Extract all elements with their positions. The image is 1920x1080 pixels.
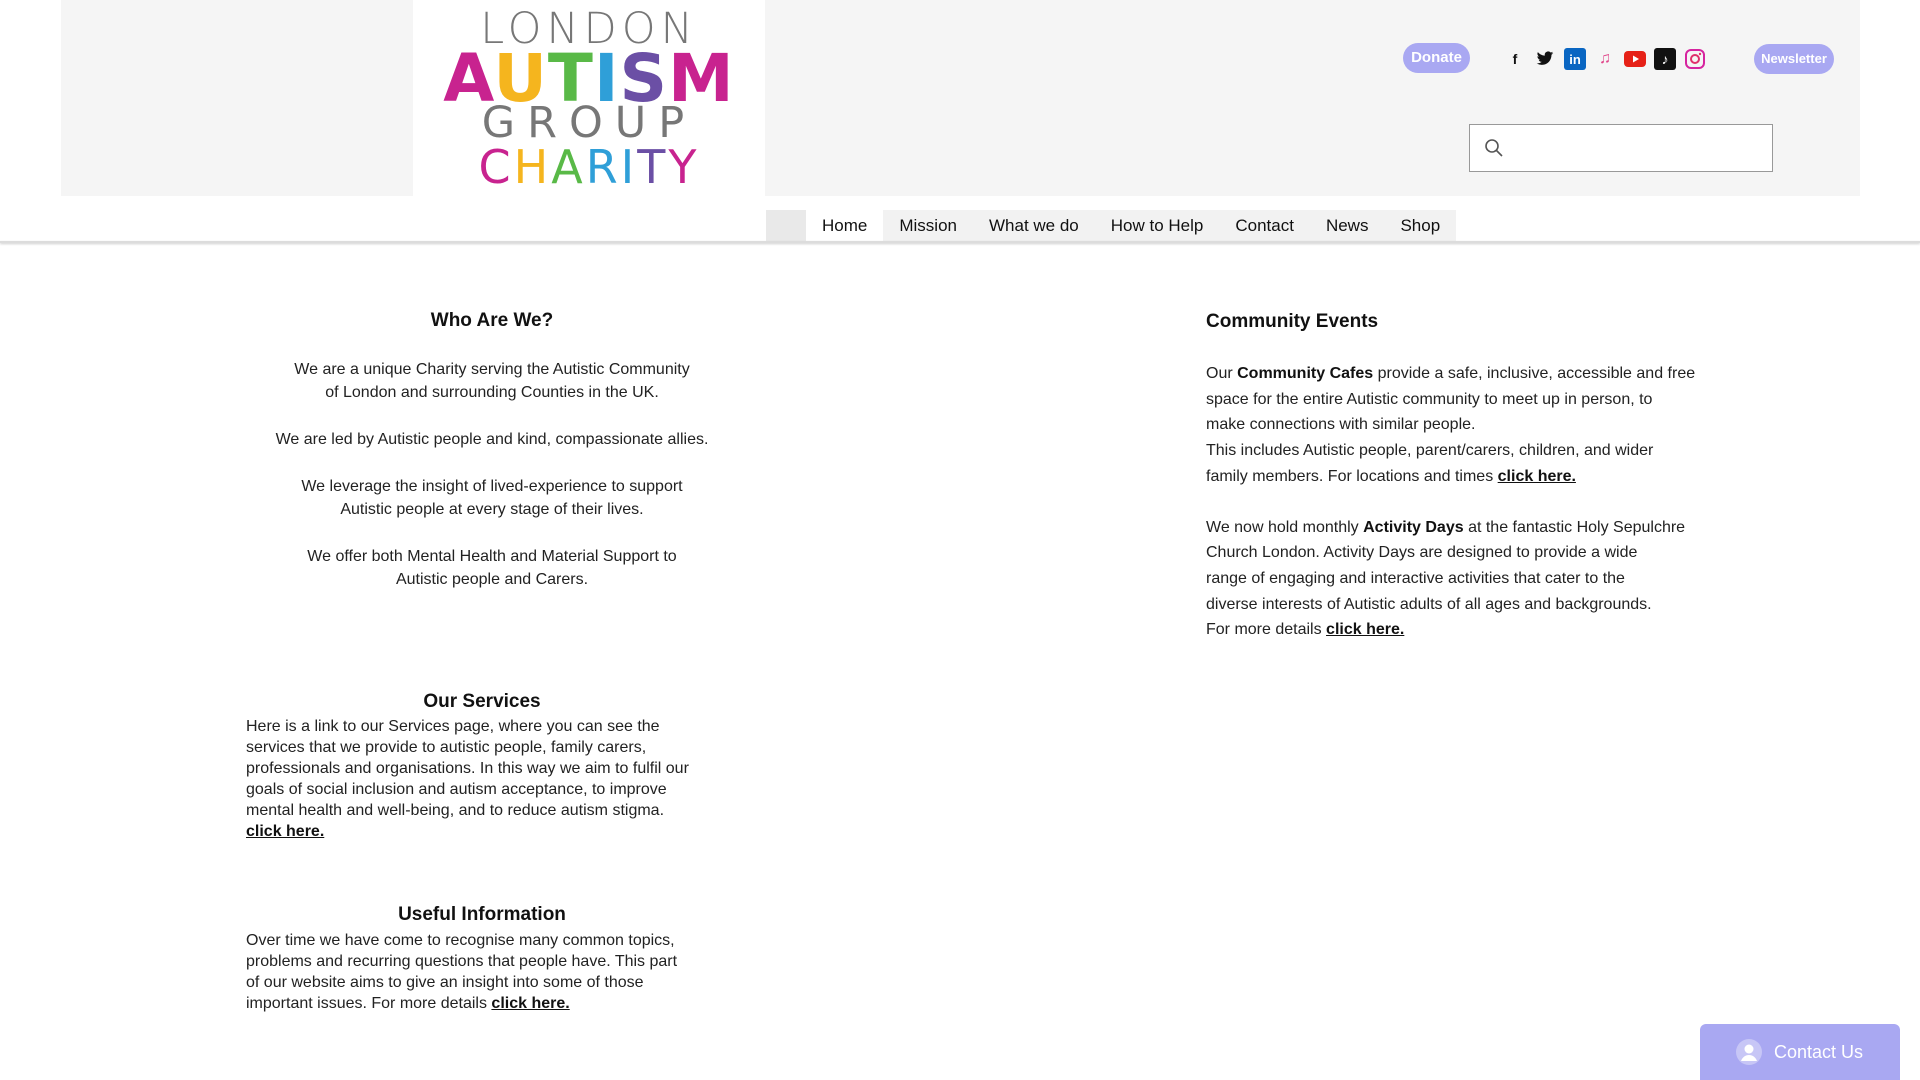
- who-body: [232, 358, 752, 591]
- nav-item-shop[interactable]: Shop: [1384, 210, 1456, 242]
- events-body: [1206, 361, 1726, 643]
- useful-title: Useful Information: [398, 904, 566, 925]
- who-p3b: Autistic people at every stage of their lives.: [340, 501, 644, 518]
- nav-divider: [0, 241, 1920, 243]
- logo-line-autism: AUTISM: [443, 40, 735, 117]
- contact-us-label: Contact Us: [1774, 1041, 1864, 1062]
- facebook-icon[interactable]: f: [1512, 51, 1518, 67]
- who-p4b: Autistic people and Carers.: [395, 571, 589, 588]
- useful-l2: problems and recurring questions that people have. This part: [246, 953, 678, 970]
- search-icon: [1484, 138, 1504, 163]
- logo-line-group: GROUP: [481, 98, 697, 148]
- events-title: Community Events: [1206, 311, 1379, 332]
- services-l2: services that we provide to autistic people, family carers,: [246, 739, 647, 756]
- nav-item-what-we-do[interactable]: What we do: [973, 210, 1095, 242]
- useful-l4: important issues. For more details: [246, 995, 492, 1012]
- linkedin-icon[interactable]: in: [1564, 48, 1586, 70]
- events-a2: Church London. Activity Days are designed to provide a wide: [1206, 544, 1638, 562]
- useful-l3: of our website aims to give an insight into some of those: [246, 974, 644, 991]
- instagram-icon[interactable]: [1684, 48, 1706, 70]
- nav-item-how-to-help[interactable]: How to Help: [1095, 210, 1220, 242]
- search-input[interactable]: [1514, 133, 1768, 165]
- services-l1: Here is a link to our Services page, where you can see the: [246, 718, 660, 735]
- events-a1-post: at the fantastic Holy Sepulchre: [1463, 518, 1686, 536]
- cafes-link[interactable]: click here.: [1497, 467, 1576, 485]
- events-c2: space for the entire Autistic community to meet up in person, to: [1206, 390, 1653, 408]
- user-avatar-icon: [1736, 1039, 1762, 1065]
- events-a1-pre: We now hold monthly: [1206, 518, 1364, 536]
- contact-us-widget[interactable]: [1700, 1024, 1900, 1080]
- nav-spacer: [766, 210, 806, 242]
- who-p2: We are led by Autistic people and kind, compassionate allies.: [275, 431, 709, 448]
- logo-line-charity: CHARITY: [478, 140, 700, 194]
- nav-item-mission[interactable]: Mission: [883, 210, 973, 242]
- apple-music-icon[interactable]: ♫: [1599, 50, 1611, 67]
- events-a3: range of engaging and interactive activities that cater to the: [1206, 569, 1625, 587]
- services-title: Our Services: [423, 691, 541, 712]
- logo-line-london: LONDON: [480, 4, 698, 54]
- social-links: [1504, 48, 1706, 70]
- site-logo[interactable]: [413, 0, 765, 196]
- nav-item-news[interactable]: News: [1310, 210, 1385, 242]
- useful-body: [246, 930, 746, 1014]
- events-c1-post: provide a safe, inclusive, accessible and free: [1373, 365, 1696, 382]
- who-p3a: We leverage the insight of lived-experience to support: [301, 478, 683, 495]
- newsletter-button[interactable]: Newsletter: [1754, 44, 1834, 74]
- useful-link[interactable]: click here.: [491, 995, 570, 1012]
- activity-days-label: Activity Days: [1363, 518, 1464, 536]
- who-p4a: We offer both Mental Health and Material Support to: [307, 548, 677, 565]
- who-p1b: of London and surrounding Counties in the UK.: [325, 384, 659, 401]
- youtube-icon[interactable]: [1624, 48, 1646, 70]
- services-link[interactable]: click here.: [246, 823, 325, 840]
- who-title: Who Are We?: [430, 310, 554, 331]
- useful-l1: Over time we have come to recognise many common topics,: [246, 932, 675, 949]
- twitter-icon[interactable]: [1534, 48, 1556, 70]
- events-a4: diverse interests of Autistic adults of all ages and backgrounds.: [1206, 595, 1652, 613]
- events-c4: This includes Autistic people, parent/carers, children, and wider: [1206, 442, 1654, 460]
- nav-item-home[interactable]: Home: [806, 210, 883, 242]
- tiktok-icon[interactable]: ♪: [1654, 48, 1676, 70]
- header-left-panel: [61, 0, 413, 196]
- services-l5: mental health and well-being, and to reduce autism stigma.: [246, 802, 665, 819]
- events-c1-pre: Our: [1206, 365, 1238, 382]
- events-c3: make connections with similar people.: [1206, 416, 1476, 434]
- who-p1a: We are a unique Charity serving the Autistic Community: [294, 361, 690, 378]
- services-l4: goals of social inclusion and autism acceptance, to improve: [246, 781, 667, 798]
- nav-item-contact[interactable]: Contact: [1219, 210, 1310, 242]
- services-body: [246, 716, 746, 842]
- main-nav: [766, 210, 1456, 242]
- community-cafes-label: Community Cafes: [1237, 365, 1374, 382]
- events-c5-pre: family members. For locations and times: [1206, 467, 1498, 485]
- services-l3: professionals and organisations. In this way we aim to fulfil our: [246, 760, 689, 777]
- search-box[interactable]: [1469, 124, 1773, 172]
- donate-button[interactable]: Donate: [1403, 43, 1470, 73]
- events-a5-pre: For more details: [1206, 621, 1327, 639]
- activity-days-link[interactable]: click here.: [1326, 621, 1405, 639]
